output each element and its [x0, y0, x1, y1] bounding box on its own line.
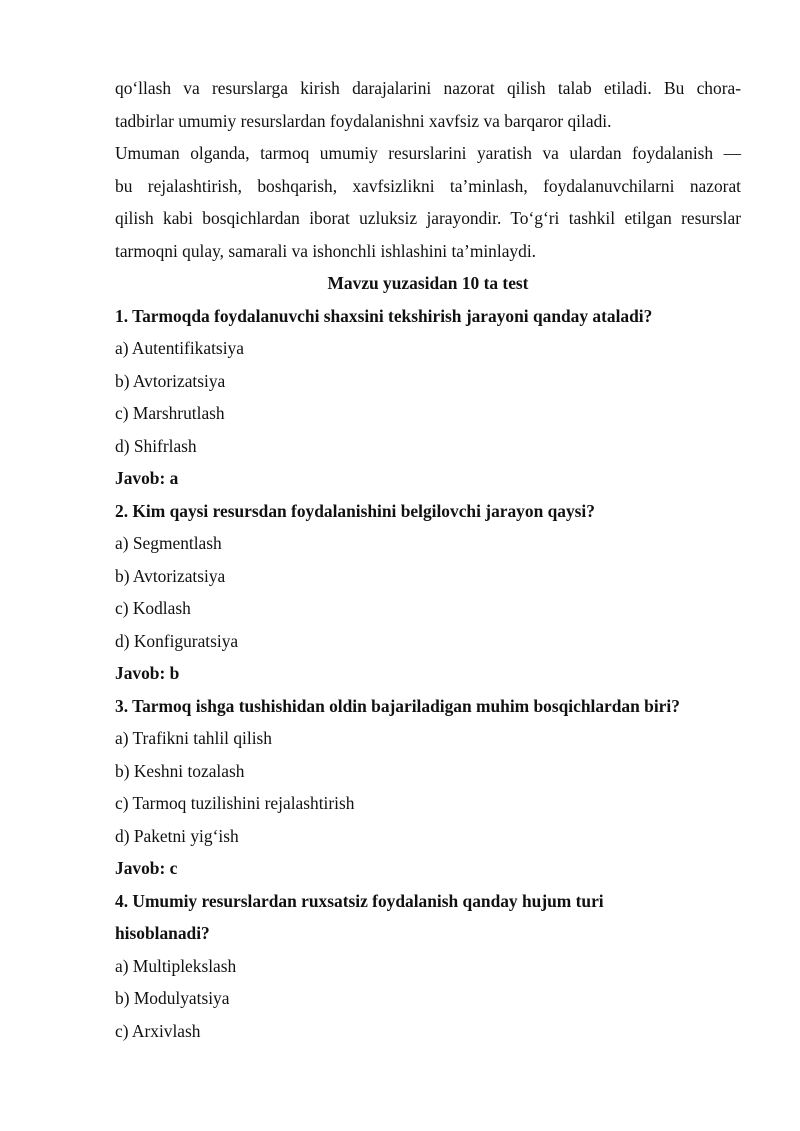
question-4-line-2: hisoblanadi?: [115, 923, 210, 943]
question-1-option-a: a) Autentifikatsiya: [115, 338, 244, 358]
document-page: [115, 72, 741, 1047]
intro-paragraph-2-line-3: qilish kabi bosqichlardan iborat uzluksiz jarayondir. To‘g‘ri tashkil etilgan resurslar: [115, 208, 741, 228]
intro-paragraph-1-line-1: qo‘llash va resurslarga kirish darajalarini nazorat qilish talab etiladi. Bu chora-: [115, 78, 741, 98]
question-2-option-b: b) Avtorizatsiya: [115, 565, 226, 586]
question-1-option-b: b) Avtorizatsiya: [115, 370, 226, 391]
question-1-option-d: d) Shifrlash: [115, 435, 197, 456]
question-3-option-b: b) Keshni tozalash: [115, 760, 245, 781]
question-2-option-d: d) Konfiguratsiya: [115, 630, 239, 651]
question-4-option-c: c) Arxivlash: [115, 1020, 201, 1041]
question-3: 3. Tarmoq ishga tushishidan oldin bajariladigan muhim bosqichlardan biri?: [115, 695, 680, 716]
question-3-option-d: d) Paketni yig‘ish: [115, 825, 239, 846]
question-2: 2. Kim qaysi resursdan foydalanishini belgilovchi jarayon qaysi?: [115, 500, 595, 521]
intro-paragraph-2-line-1: Umuman olganda, tarmoq umumiy resurslarini yaratish va ulardan foydalanish —: [115, 143, 741, 163]
question-2-option-a: a) Segmentlash: [115, 533, 222, 553]
question-1-option-c: c) Marshrutlash: [115, 403, 225, 423]
question-1-answer: Javob: a: [115, 468, 179, 488]
question-3-option-a: a) Trafikni tahlil qilish: [115, 728, 272, 748]
question-4-option-a: a) Multiplekslash: [115, 955, 237, 976]
question-3-option-c: c) Tarmoq tuzilishini rejalashtirish: [115, 793, 355, 813]
question-1: 1. Tarmoqda foydalanuvchi shaxsini tekshirish jarayoni qanday ataladi?: [115, 305, 653, 326]
question-2-answer: Javob: b: [115, 663, 180, 683]
intro-paragraph-1-line-2: tadbirlar umumiy resurslardan foydalanishni xavfsiz va barqaror qiladi.: [115, 110, 612, 131]
question-4-line-1: 4. Umumiy resurslardan ruxsatsiz foydalanish qanday hujum turi: [115, 890, 604, 911]
section-title: Mavzu yuzasidan 10 ta test: [327, 273, 529, 293]
question-3-answer: Javob: c: [115, 858, 178, 878]
question-4-option-b: b) Modulyatsiya: [115, 988, 230, 1008]
question-2-option-c: c) Kodlash: [115, 598, 191, 618]
intro-paragraph-2-line-4: tarmoqni qulay, samarali va ishonchli ishlashini ta’minlaydi.: [115, 240, 536, 261]
intro-paragraph-2-line-2: bu rejalashtirish, boshqarish, xavfsizlikni ta’minlash, foydalanuvchilarni nazorat: [115, 175, 741, 196]
